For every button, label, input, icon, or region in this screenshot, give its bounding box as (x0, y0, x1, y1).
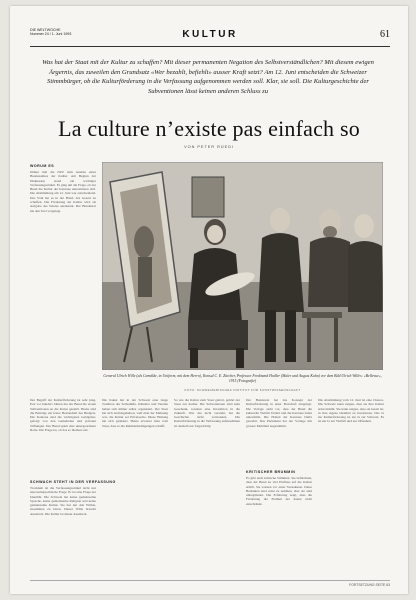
continued-note: FORTSETZUNG SEITE 63 (349, 583, 390, 587)
photo-credit: FOTO: SCHWEIZERISCHES INSTITUT FÜR KUNSTWISSENSCHAFT (184, 388, 301, 392)
photo-caption: General Ulrich Wille (als Gemälde, in Uniform, mit dem Herrn), Konsul C. E. Zürcher, Professor Ferdinand Hodler (Maler und August Kuhn) vor dem Bild Ulrich Willes: «Bellevue», 1915 (Fotografie) (103, 374, 382, 383)
headline: La culture n’existe pas einfach so (58, 116, 360, 141)
publication-name: DIE WELTWOCHE (30, 28, 61, 32)
page-footer (30, 580, 390, 587)
newspaper-page (10, 6, 408, 594)
column-1-subheading: SCHWACH STEHT IN DER VERFASSUNG (30, 480, 116, 484)
historical-photo (102, 162, 383, 370)
column-4b-text: Es gibt auch kritische Stimmen. Sie befürchten, dass der Bund zu viel Einfluss auf die Kultur erhält. Sie warnen vor einer Staatskunst. Diese Bedenken sind ernst zu nehmen, aber sie sind unbegründet. Die Erfahrung zeigt, dass die Förderung die Freiheit der Kunst nicht einschränkt. (246, 476, 312, 506)
column-4-text: Der Bundesrat hat das Konzept der Kulturförderung in einer Botschaft dargelegt. Die Vorlage sieht vor, dass der Bund die kulturelle Vielfalt fördert und die Kantone dabei unterstützt. Die Hoheit der Kantone bleibt gewahrt. Das Parlament hat der Vorlage mit grosser Mehrheit zugestimmt. (246, 398, 312, 428)
column-4-subheading: KRITISCHER BRUMMIN (246, 470, 296, 474)
column-3-text: So wie die Kultur zum Staat gehört, gehört der Staat zur Kultur. Die Subventionen sind kein Geschenk, sondern eine Investition in die Zukunft. Wer das nicht versteht, hat die Geschichte nicht verstanden. Die Kulturförderung in die Verfassung aufzunehmen ist deshalb nur folgerichtig. (174, 398, 240, 428)
masthead (30, 28, 390, 47)
left-column-heading: WORUM ES (30, 164, 55, 168)
section-title: KULTUR (182, 29, 238, 40)
column-2-text: Die Kunst hat in der Schweiz eine lange Tradition der Selbsthilfe. Künstler und Vereine haben sich immer selbst organisiert. Der Staat hat sich zurückgehalten, weil man der Meinung war, die Kultur sei Privatsache. Diese Haltung hat sich geändert. Heute erwartet man vom Staat, dass er die Rahmenbedingungen schafft. (102, 398, 168, 428)
left-column-text: Immer mal die NZZ zum Ausbau eines Bundesamtes der Kultur. Am Beginn der Diskussion stand ein wichtiger Verfassungsartikel. Es ging um die Frage, ob der Bund die Kultur der Kantone unterstützen darf. Die Abstimmung am 12. Juni war entscheidend. Das Volk hat es in der Hand, das Gesetz zu schaffen. Die Förderung der Kultur wird als Aufgabe des Staates anerkannt. Der Bundesrat hat den Text vorgelegt. (30, 170, 96, 213)
intro-paragraph: Was hat der Staat mit der Kultur zu schaffen? Mit dieser permanenten Negation des Selbstverständlichen? Mit diesem ewigen Ärgernis, das zuweilen den Grundsatz «Wer bezahlt, befiehlt» ausser Kraft setzt? Am 12. Juni entscheiden die Schweizer Stimmbürger, ob die Kulturförderung in die Verfassung aufgenommen werden soll. Klar, sie soll. Die Kulturgeschichte der Subventionen lässt keinen anderen Schluss zu (42, 59, 374, 95)
issue-info: Nummer 24 / 1. Juni 1993 (30, 32, 72, 36)
byline: VON PETER RÜEDI (184, 145, 234, 149)
column-5-text: Die Abstimmung vom 12. Juni ist eine Chance. Die Schweiz kann zeigen, dass sie ihre Kultur ernst nimmt. Sie kann zeigen, dass sie bereit ist, in ihre eigene Identität zu investieren. Das Ja zur Kulturförderung ist ein Ja zur Schweiz. Es ist ein Ja zur Vielfalt und zur Offenheit. (318, 398, 384, 424)
page-number: 61 (380, 29, 390, 40)
column-1b-text: Trotzdem ist die Verfassungsartikel nicht nur eine kulturpolitische Frage. Er ist eine Frage der Identität. Die Schweiz hat keine gemeinsame Sprache, keine gemeinsame Religion und keine gemeinsame Kultur. Sie hat nur den Willen, zusammen zu leben. Dieser Wille braucht Ausdruck. Die Kultur ist dieser Ausdruck. (30, 486, 96, 516)
column-1-text: Der Begriff der Kulturförderung ist sehr jung. Erst vor hundert Jahren hat der Bund die ersten Subventionen an die Kunst gezahlt. Heute sind die Beiträge ein fester Bestandteil des Budgets. Die Kantone sind die wichtigsten Geldgeber, gefolgt von den Gemeinden und privaten Stiftungen. Der Bund spielt eine untergeordnete Rolle. Die Frage ist, ob das so bleiben soll. (30, 398, 96, 433)
